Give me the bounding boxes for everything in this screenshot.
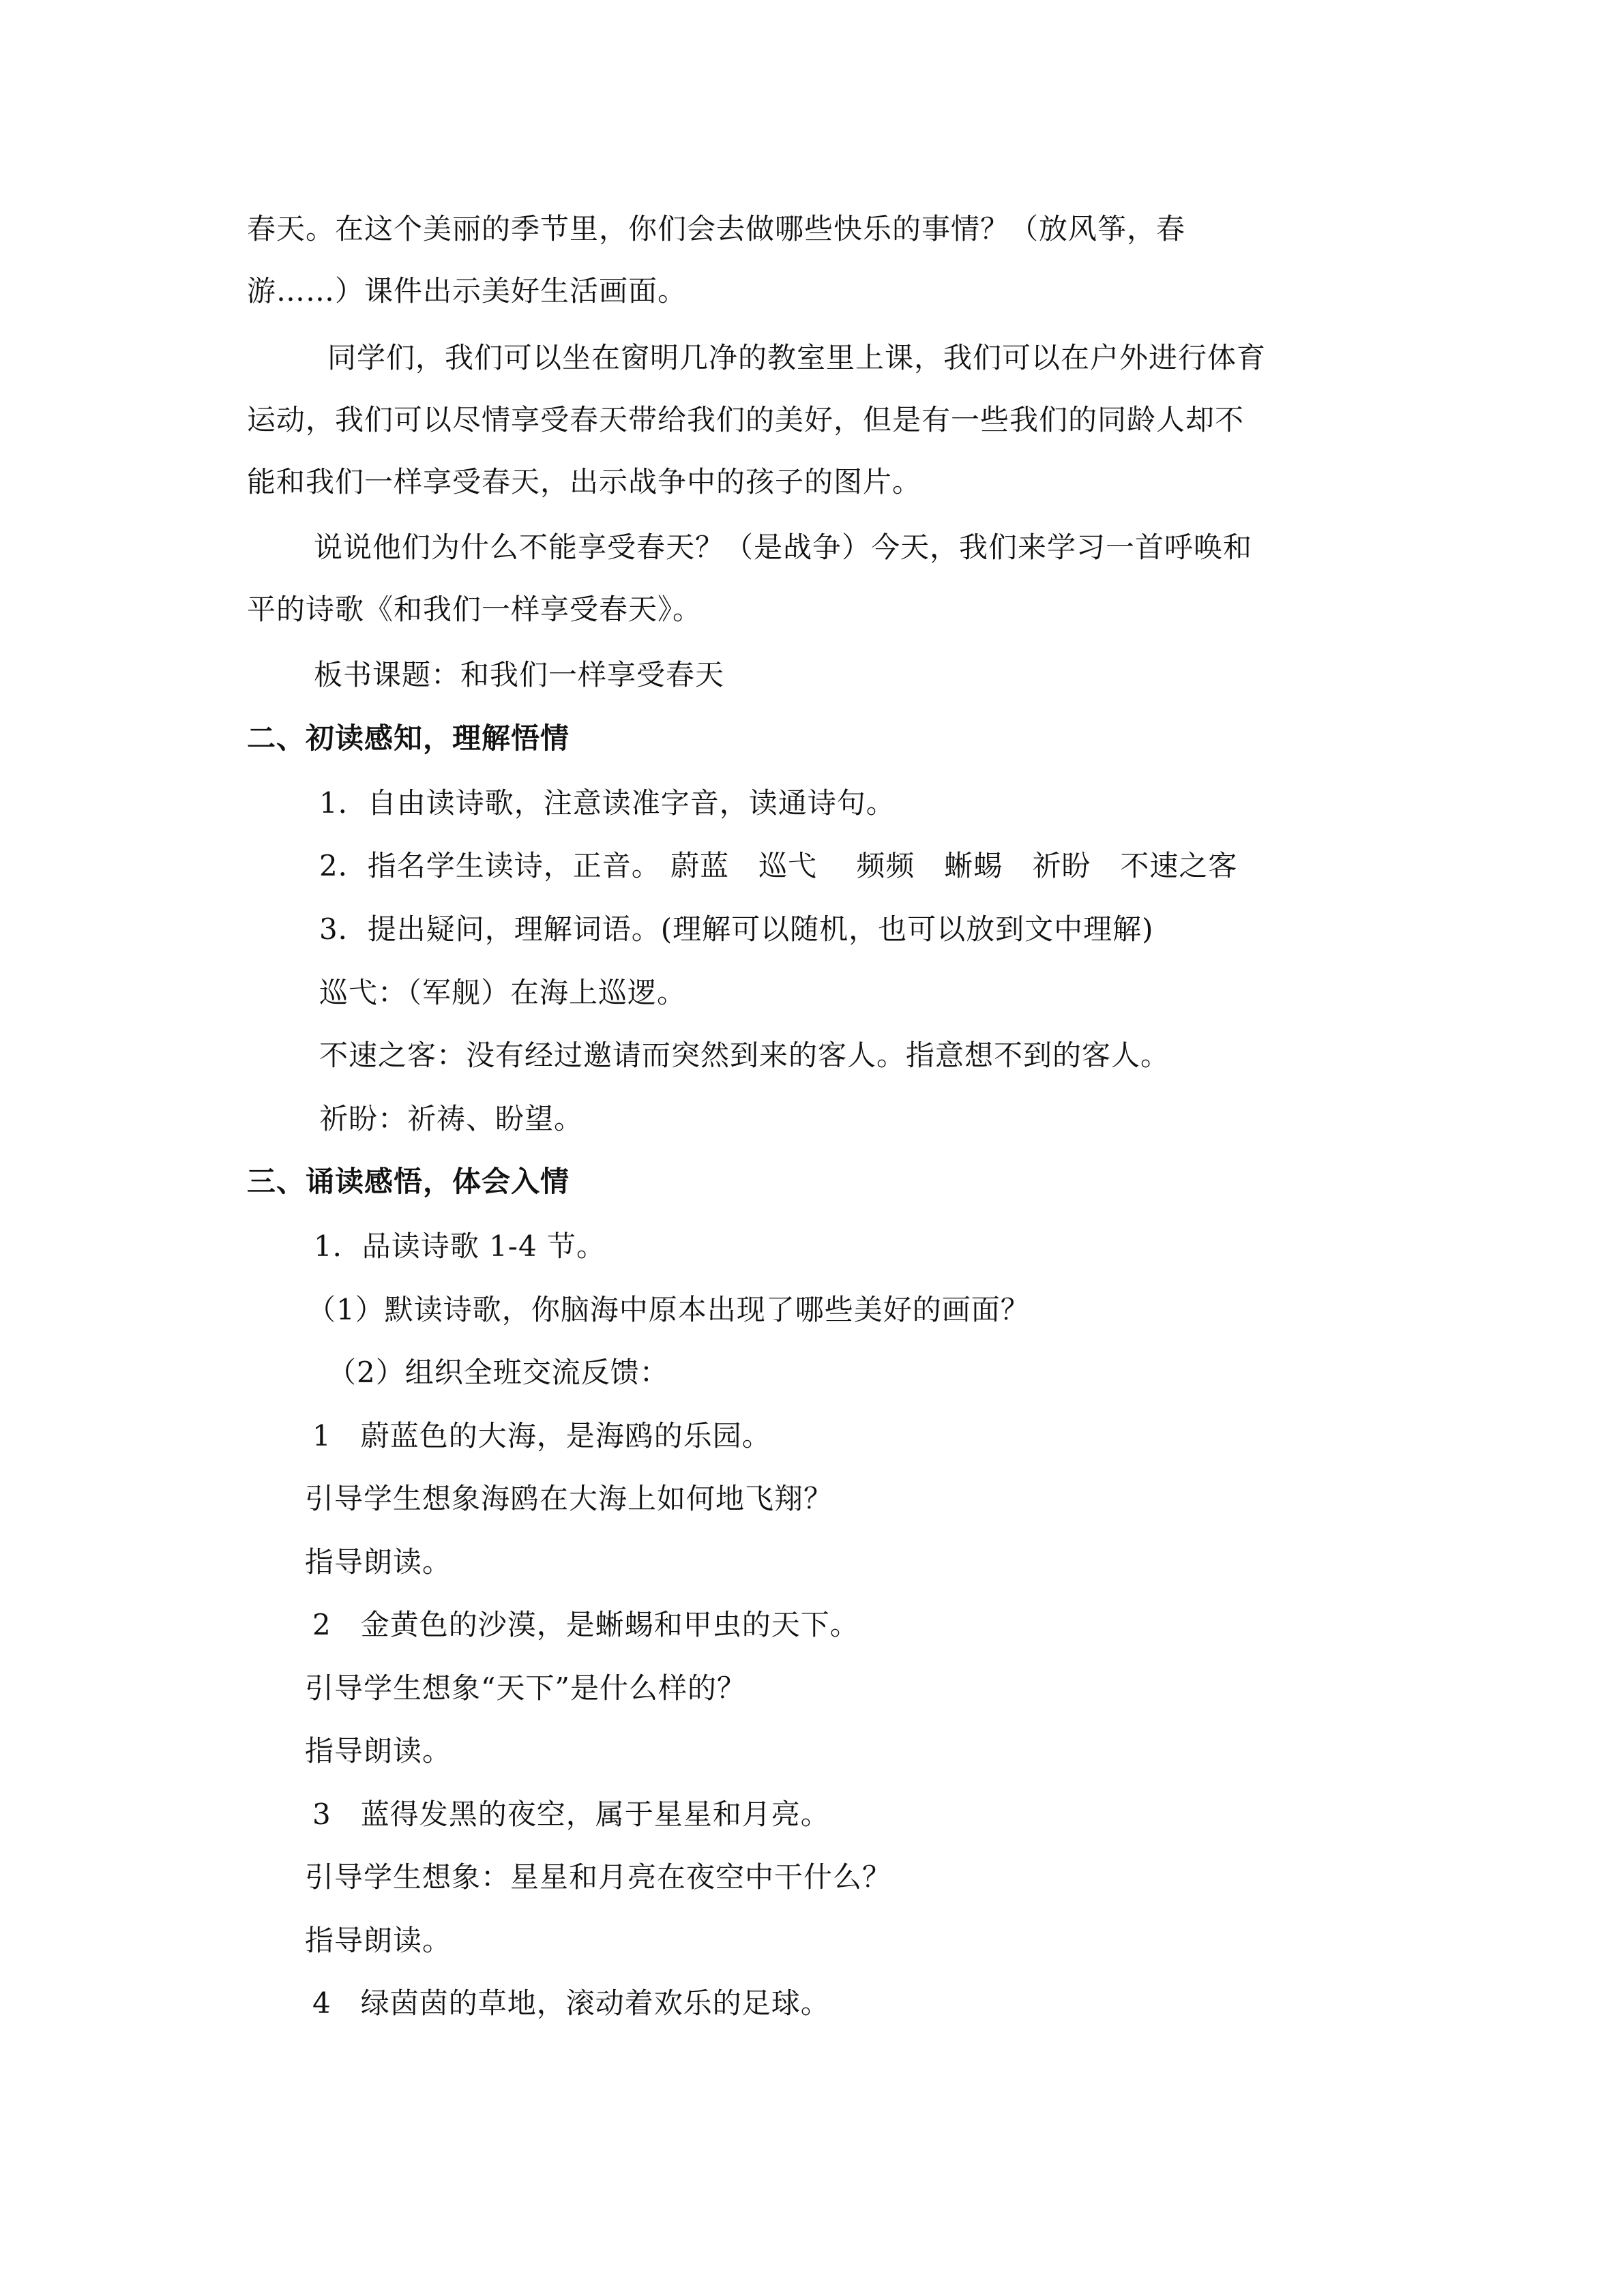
definition-line: 不速之客：没有经过邀请而突然到来的客人。指意想不到的客人。 — [319, 1039, 1170, 1072]
paragraph-line: 引导学生想象“天下”是什么样的？ — [305, 1671, 746, 1705]
list-item: （1）默读诗歌，你脑海中原本出现了哪些美好的画面？ — [307, 1293, 1030, 1326]
poem-line: 2 金黄色的沙漠，是蜥蜴和甲虫的天下。 — [312, 1608, 859, 1641]
poem-line: 4 绿茵茵的草地，滚动着欢乐的足球。 — [312, 1986, 830, 2020]
paragraph-line: 指导朗读。 — [305, 1545, 452, 1579]
paragraph-line: 板书课题：和我们一样享受春天 — [314, 658, 725, 691]
paragraph-line: 能和我们一样享受春天，出示战争中的孩子的图片。 — [247, 465, 922, 498]
paragraph-line: 平的诗歌《和我们一样享受春天》。 — [247, 593, 703, 626]
paragraph-line: 指导朗读。 — [305, 1924, 452, 1957]
list-item: 3．提出疑问，理解词语。(理解可以随机，也可以放到文中理解) — [319, 912, 1154, 946]
paragraph-line: 运动，我们可以尽情享受春天带给我们的美好，但是有一些我们的同龄人却不 — [247, 403, 1245, 436]
paragraph-line: 同学们，我们可以坐在窗明几净的教室里上课，我们可以在户外进行体育 — [327, 341, 1267, 374]
paragraph-line: 春天。在这个美丽的季节里，你们会去做哪些快乐的事情？（放风筝，春 — [247, 212, 1186, 245]
list-item: 1．品读诗歌 1-4 节。 — [314, 1229, 606, 1263]
list-item: 1．自由读诗歌，注意读准字音，读通诗句。 — [319, 786, 896, 820]
paragraph-line: 说说他们为什么不能享受春天？（是战争）今天，我们来学习一首呼唤和 — [314, 531, 1253, 564]
paragraph-line: 指导朗读。 — [305, 1734, 452, 1768]
poem-line: 1 蔚蓝色的大海，是海鸥的乐园。 — [312, 1419, 771, 1452]
paragraph-line: 引导学生想象海鸥在大海上如何地飞翔？ — [305, 1482, 833, 1515]
section-heading: 三、诵读感悟，体会入情 — [247, 1165, 570, 1198]
paragraph-line: 游……）课件出示美好生活画面。 — [247, 274, 688, 308]
list-item: （2）组织全班交流反馈： — [327, 1356, 669, 1389]
paragraph-line: 引导学生想象：星星和月亮在夜空中干什么？ — [305, 1860, 892, 1894]
section-heading: 二、初读感知，理解悟情 — [247, 721, 570, 755]
definition-line: 祈盼：祈祷、盼望。 — [319, 1102, 584, 1135]
list-item: 2．指名学生读诗，正音。 蔚蓝 巡弋 频频 蜥蜴 祈盼 不速之客 — [319, 849, 1238, 882]
poem-line: 3 蓝得发黑的夜空，属于星星和月亮。 — [312, 1798, 830, 1831]
definition-line: 巡弋：（军舰）在海上巡逻。 — [319, 976, 687, 1009]
